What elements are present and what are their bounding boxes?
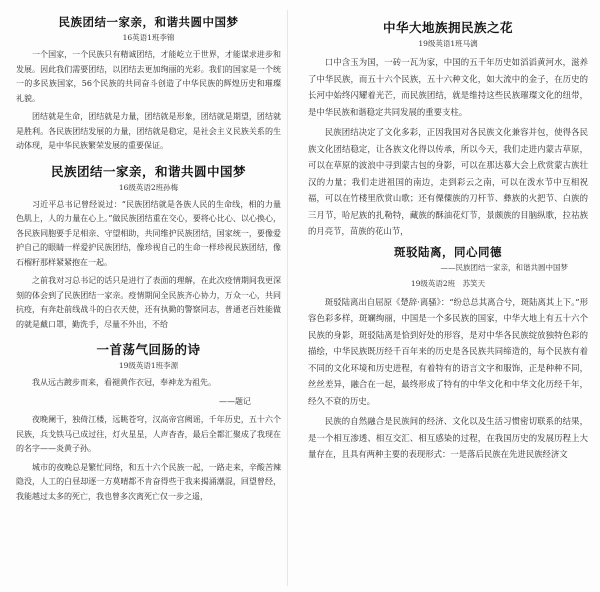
article-byline: 19级英语1班马漓	[418, 39, 478, 48]
epigraph-signature: ——题记	[219, 396, 251, 406]
paragraph: 一个国家，一个民族只有精诚团结，才能屹立于世界，才能谋求进步和发展。因此我们需要团结，以团结去更加绚丽的光彩。我们的国家是一个统一的多民族国家，56个民族的共同奋斗创造了中华民族的辉煌历史和璀璨礼貌。	[16, 50, 281, 103]
article-title: 一首荡气回肠的诗	[96, 342, 201, 357]
paragraph: 之前我对习总书记的话只是进行了表面的理解，在此次疫情期间我更深刻的体会到了民族团结一家亲。疫情期间全民族齐心协力，万众一心，共同抗疫，有奔赴前线战斗的白衣天使，还有执勤的警察同志，普通老百姓能做的就是戴口罩，勤洗手，尽量不外出，不给	[16, 276, 281, 329]
paragraph: 斑驳陆离出自屈原《楚辞·离骚》：“纷总总其离合兮，斑陆离其上下。”形容色彩多样，斑斓绚丽，中国是一个多民族的国家，中华大地上有五十六个民族的身影，斑驳陆离是恰到好处的形容，是对中华各民族绽放独特色彩的描绘，中华民族既历经千百年来的历史是各民族共同缔造的，每个民族有着不同的文化环境和历史进程，有着特有的语言文字和服饰，正是种种不同，丝丝差异，融合在一起，最终形成了特有的中华文化和中华文化历经千年，经久不衰的历史。	[308, 296, 588, 406]
left-column	[16, 10, 288, 586]
article-byline: 19级英语2班 苏笑天	[410, 278, 486, 288]
paragraph: 口中含玉为国，一砖一瓦为家，中国的五千年历史如滔滔黄河水，滋养了中华民族，而五十六个民族，五十六种文化，如大流中的金子，在历史的长河中始终闪耀着光芒，而民族团结，就是维持这些民族璀璨文化的纽带，是中华民族和谐稳定共同发展的重要支柱。	[308, 57, 588, 117]
paragraph: 民族团结决定了文化多彩，正因我国对各民族文化兼容并包，使得各民族文化团结稳定，让各族文化得以传承，所以今天，我们走进内蒙古草原，可以在草原的波浪中寻到蒙古包的身影，可以在那达慕大会上欣赏蒙古族壮汉的力量；我们走进祖国的南边，走到彩云之南，可以在泼水节中互相祝福，可以在竹楼里欣赏山歌；还有傈僳族的刀杆节、彝族的火把节、白族的三月节，哈尼族的扎勒特，藏族的酥油花灯节，景颇族的目脑纵歌，拉祜族的月亮节，苗族的花山节，	[308, 127, 588, 236]
right-column	[302, 10, 588, 586]
paragraph: 城市的夜晚总是繁忙同络，和五十六个民族一起，一路走来，辛酸苦辣隐没，人工的白昼却逐一方莫晴都不肯奋得些于我来揭涌潮混，回望曾经，我能越过太多的死亡，我也曾多次离死亡仅一步之遥，	[16, 462, 281, 501]
article-byline: 16级英语2班孙梅	[118, 182, 179, 192]
paragraph: 团结就是生命，团结就是力量，团结就是形象，团结就是期望，团结就是胜利。各民族团结发展的力量，团结就是稳定，是社会主义民族关系的生动体现，是中华民族繁荣发展的重要保证。	[16, 112, 281, 150]
article-title: 民族团结一家亲，和谐共圆中国梦	[50, 163, 246, 179]
article-subtitle: ——民族团结一家亲，和谐共圆中国梦	[440, 262, 568, 272]
article-title: 民族团结一家亲，和谐共圆中国梦	[58, 15, 239, 29]
article-byline: 16英语1班李锦	[122, 33, 175, 42]
paragraph: 习近平总书记曾经说过：“民族团结就是各族人民的生命线，相的力量色肌上，人的力量在心上。”做民族团结重在交心，要将心比心、以心换心，各民族同胞要手足相亲、守望相助，共同维护民族团结，国家统一，要像爱护自己的眼睛一样爱护民族团结，像珍视自己的生命一样珍视民族团结，像石榴籽那样紧紧抱在一起。	[16, 199, 281, 267]
article-title: 斑驳陆离，同心同德	[394, 244, 502, 259]
article-byline: 19级英语1班李源	[118, 361, 179, 370]
article-title: 中华大地族拥民族之花	[382, 20, 513, 35]
paragraph: 夜晚阑干，独倚江楼，远眺苍穹，汉高帝宫阙谣，千年历史，五十六个民族，兵戈铁马已成过往，灯火星星，人声杳杳，最后全都汇聚成了我现在的名字——炎黄子孙。	[16, 415, 281, 453]
paragraph: 我从远古踱步而来，看褪黄作衣冠，奉神龙为祖先。	[32, 378, 216, 387]
paragraph: 民族的自然融合是民族间的经济、文化以及生活习惯密切联系的结果，是一个相互渗透、相互交汇、相互感染的过程，在我国历史的发展历程上大量存在，且具有两种主要的表现形式：一是落后民族在先进民族经济文	[308, 416, 588, 459]
